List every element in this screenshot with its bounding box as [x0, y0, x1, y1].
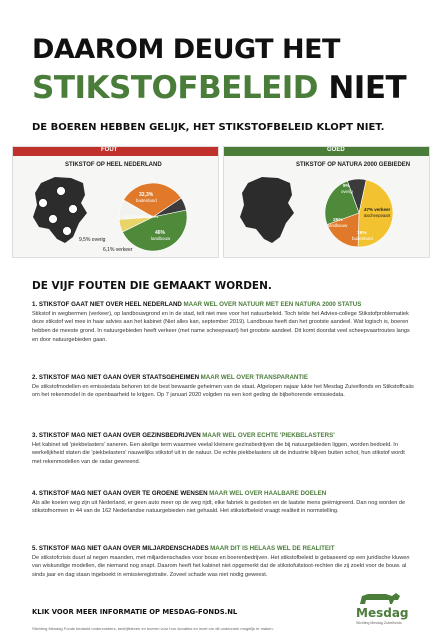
label-buitenland-pct: 32,3% [139, 192, 154, 198]
item-head: 2. STIKSTOF MAG NIET GAAN OVER STAATSGEHEIMEN [32, 374, 200, 381]
fout-item-3 [32, 431, 414, 467]
map-marker-icon [63, 227, 72, 236]
item-body: Het kabinet wil 'piekbelasters' saneren. Een akelige term waarmee veelal kleinere gezinsbedrijven die bij natuurgebieden liggen, worden bedoeld. In werkelijkheid staten die 'piekbelasters' nauwelijks stikstof uit in de natuur. De echte piekbelasters uit de industrie blijven buiten schot, hun stikstof wordt met rekenmodellen van de radar gewreend. [32, 441, 405, 465]
item-head-green: MAAR DIT IS HELAAS WEL DE REALITEIT [210, 545, 335, 552]
item-head: 3. STIKSTOF MAG NIET GAAN OVER GEZINSBEDRIJVEN [32, 432, 201, 439]
item-body: De stikstofcrisis duurt al negen maanden, met miljardenschades voor bouw en boerenbedrijven. Het stikstofbeleid is gebaseerd op een juridische kluwen van wiskundige modellen, die niemand nog snapt. Daarom heeft het kabinet niet opgemerkt dat de stikstofuitstoot-rechten die zij zoekt voor de bouw. al sinds jaar en dag staan ingeboekt in emissieregistratie. Zoveel schade was niet nodig geweest. [32, 554, 410, 578]
map-marker-icon [57, 187, 66, 196]
item-head-green: MAAR WEL OVER NATUUR MET EEN NATURA 2000 STATUS [183, 301, 362, 308]
panel-tag: FOUT [101, 147, 118, 153]
headline-line1: DAAROM DEUGT HET [32, 34, 340, 65]
label-overig: 9,5% overig [79, 237, 106, 243]
item-head: 5. STIKSTOF MAG NIET GAAN OVER MILJARDENSCHADES [32, 545, 209, 552]
subtitle: DE BOEREN HEBBEN GELIJK, HET STIKSTOFBELEID KLOPT NIET. [32, 122, 385, 133]
headline-black: NIET [328, 70, 407, 106]
item-head: 4. STIKSTOF MAG NIET GAAN OVER TE GROENE WENSEN [32, 490, 208, 497]
item-head: 1. STIKSTOF GAAT NIET OVER HEEL NEDERLAND [32, 301, 182, 308]
fout-item-1 [32, 300, 414, 344]
logo-name: Mesdag [356, 606, 409, 620]
netherlands-map [240, 177, 294, 243]
headline-line2 [32, 70, 406, 106]
panel-title: STIKSTOF OP NATURA 2000 GEBIEDEN [296, 162, 411, 168]
footer-link[interactable]: KLIK VOOR MEER INFORMATIE OP MESDAG-FONDS.NL [32, 608, 238, 616]
item-head-green: MAAR WEL OVER HAALBARE DOELEN [209, 490, 327, 497]
label-buitenland-pct: 19% [357, 231, 367, 236]
label-landbouw: landbouw [328, 223, 348, 228]
chart-panel-goed [223, 146, 430, 258]
chart-fout [13, 147, 218, 257]
section-title: DE VIJF FOUTEN DIE GEMAAKT WORDEN. [32, 280, 272, 292]
label-landbouw-pct: 25% [333, 218, 343, 223]
fout-item-2 [32, 373, 414, 400]
label-huishoudens: 6,1% huishoudens [123, 214, 159, 219]
fout-item-5 [32, 544, 414, 580]
label-overig: overig [341, 189, 353, 194]
label-verkeer: 6,1% verkeer [103, 247, 133, 253]
fine-print: Stichting Mesdag Fonds bedankt onderzoekers, bedrijfsleven en boeren voor hun donaties en inzet om dit onderzoek mogelijk te maken. [32, 626, 274, 631]
label-verkeer-pct: 47% verkeer [364, 207, 391, 212]
chart-panel-fout [12, 146, 219, 258]
panel-title: STIKSTOF OP HEEL NEDERLAND [65, 162, 162, 168]
item-head-green: MAAR WEL OVER ECHTE 'PIEKBELASTERS' [202, 432, 335, 439]
label-verkeer: &scheepvaart [364, 213, 391, 218]
fout-item-4 [32, 489, 414, 516]
map-marker-icon [39, 199, 48, 208]
panel-tag: GOED [327, 147, 345, 153]
label-overig-pct: 9% [343, 183, 350, 188]
poster [12, 18, 428, 634]
label-buitenland: buitenland [136, 198, 157, 203]
item-body: Stikstof in wegbermen (verkeer), op landbouwgrond en in de stad, telt niet mee voor het natuurbeleid. Toch telde het Advies-college Stikstofproblematiek deze stikstof wel mee in haar advies aan het kabinet (Niet alles kan, september 2019). Landbouw heeft dan het grootste aandeel. Wat logisch is, boeren hebben de meeste grond. In natuurgebieden heeft verkeer (met name scheepvaart) het grootste aandeel. Dit komt doordat veel scheepvaartroutes langs en door natuurgebieden gaan. [32, 310, 410, 343]
logo-sub: Stichting Mesdag Zuivelfonds [356, 621, 402, 625]
item-body: Als alle koeien weg zijn uit Nederland, er geen auto meer op de weg rijdt, elke fabriek is gesloten en de laatste mens geëmigreerd. Dan nog worden de stikstofnormen in 44 van de 162 Nederlandse natuurgebieden niet gehaald. Het stikstofbeleid vraagt realiteit in normstelling. [32, 499, 406, 515]
item-body: De stikstofmodellen en emissiedata behoren tot de best bewaarde geheimen van de staat. Afgelopen najaar lukte het Mesdag Zuivelfonds en Stikstoffcaiis om het rekenmodel in de openbaarheid te krijgen. Op 7 januari 2020 volgden na een kort geding de bijbehorende emissiedata. [32, 383, 414, 399]
chart-goed [224, 147, 429, 257]
item-head-green: MAAR WEL OVER TRANSPARANTIE [200, 374, 309, 381]
map-marker-icon [49, 215, 58, 224]
label-landbouw: landbouw [151, 236, 171, 241]
headline-green: STIKSTOFBELEID [32, 70, 319, 106]
label-landbouw-pct: 46% [155, 230, 166, 236]
label-buitenland: buitenland [352, 236, 373, 241]
mesdag-logo [352, 590, 409, 628]
map-marker-icon [69, 205, 78, 214]
